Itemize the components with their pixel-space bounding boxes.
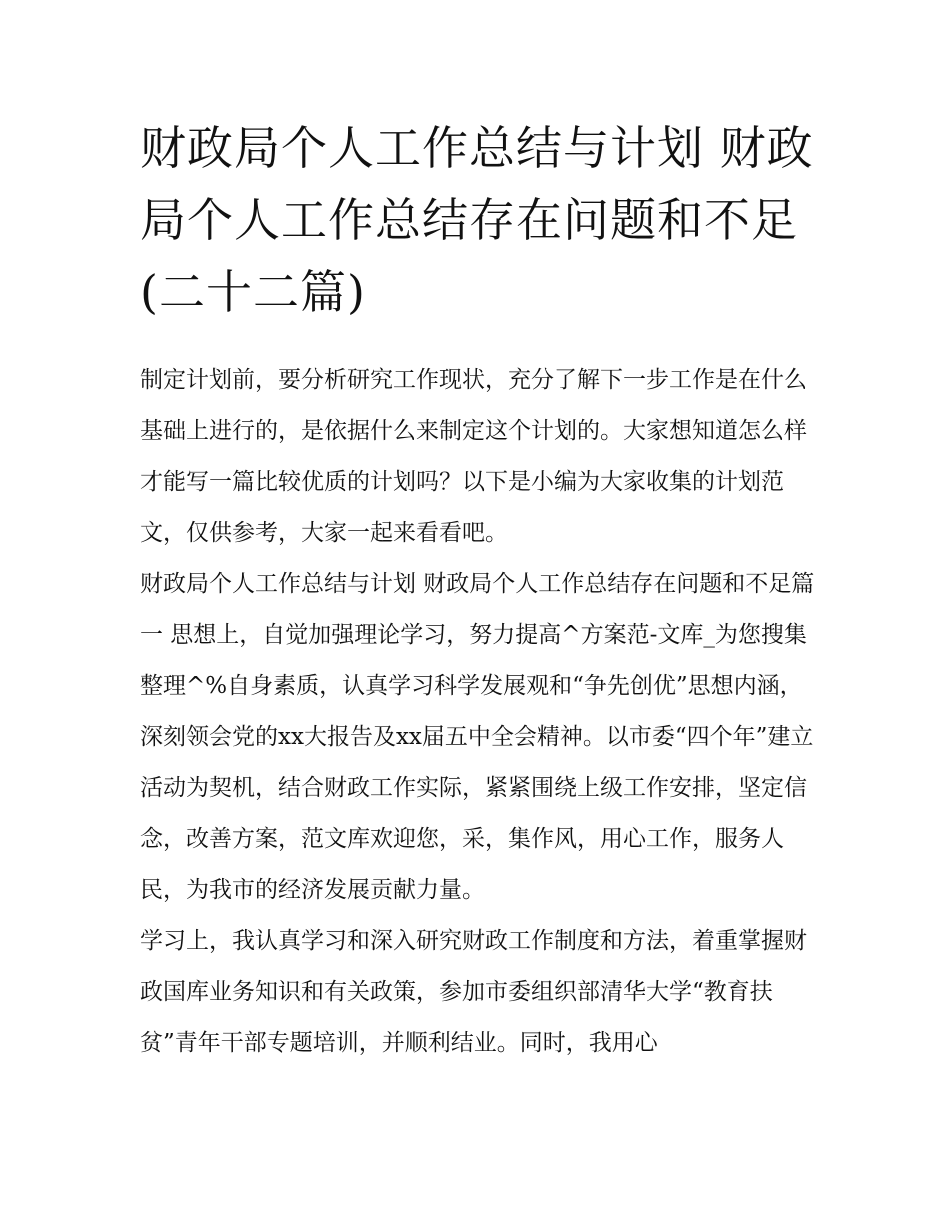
paragraph-thought: 财政局个人工作总结与计划 财政局个人工作总结存在问题和不足篇一 思想上，自觉加强理论学习，努力提高^方案范-文库_为您搜集整理^%自身素质，认真学习科学发展观和“争先创优”思想内涵，深刻领会党的xx大报告及xx届五中全会精神。以市委“四个年”建立活动为契机，结合财政工作实际，紧紧围绕上级工作安排，坚定信念，改善方案，范文库欢迎您，采，集作风，用心工作，服务人民，为我市的经济发展贡献力量。 xyxy=(140,571,815,903)
paragraph-study: 学习上，我认真学习和深入研究财政工作制度和方法，着重掌握财政国库业务知识和有关政策，参加市委组织部清华大学“教育扶贫”青年干部专题培训，并顺利结业。同时，我用心 xyxy=(140,928,807,1056)
paragraph-intro: 制定计划前，要分析研究工作现状，充分了解下一步工作是在什么基础上进行的，是依据什么来制定这个计划的。大家想知道怎么样才能写一篇比较优质的计划吗？以下是小编为大家收集的计划范文，仅供参考，大家一起来看看吧。 xyxy=(140,367,807,546)
document-body xyxy=(140,355,820,1069)
document-title: 财政局个人工作总结与计划 财政局个人工作总结存在问题和不足(二十二篇) xyxy=(140,121,814,319)
